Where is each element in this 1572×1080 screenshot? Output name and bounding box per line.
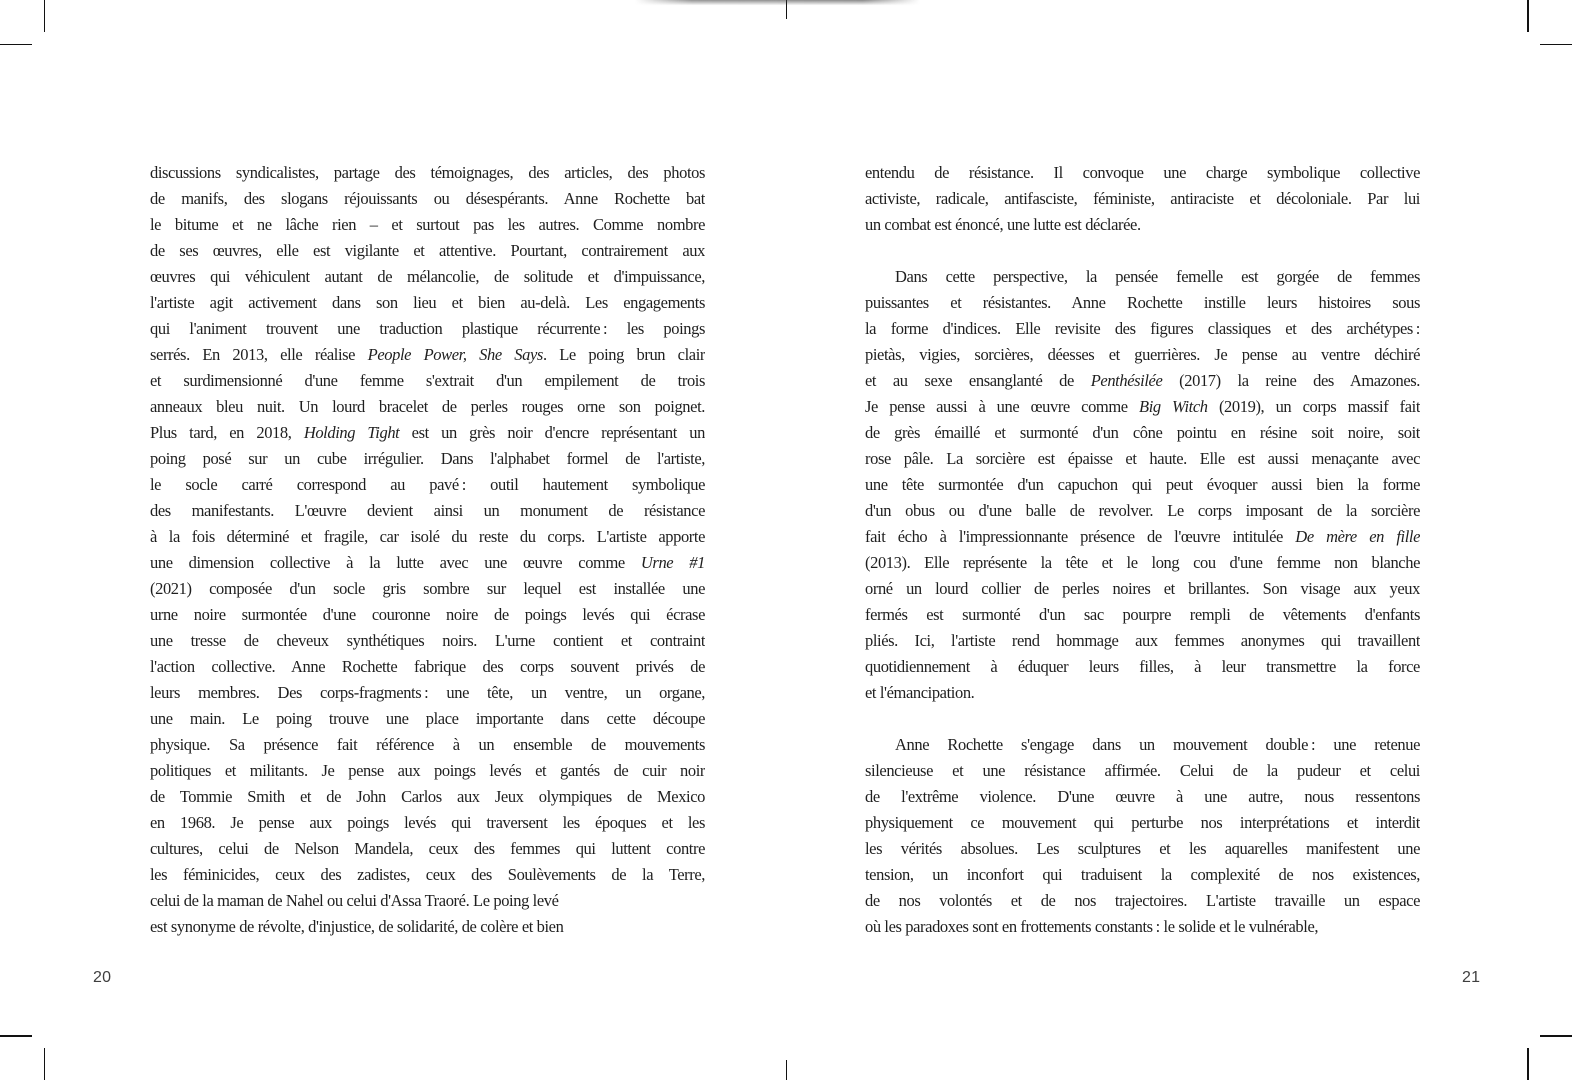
text-line: qui l'animent trouvent une traduction plastique récurrente : les poings: [150, 319, 705, 338]
text-line: une tête surmontée d'un capuchon qui peut évoquer aussi bien la forme: [865, 475, 1420, 494]
page-number-left: 20: [93, 969, 112, 986]
text-line: de l'extrême violence. D'une œuvre à une autre, nous ressentons: [865, 787, 1420, 806]
text-line: cultures, celui de Nelson Mandela, ceux des femmes qui luttent contre: [150, 839, 705, 858]
text-line: une main. Le poing trouve une place importante dans cette découpe: [150, 709, 705, 728]
crop-mark-bottom-left-vertical: [44, 1048, 46, 1080]
text-line: et surdimensionné d'une femme s'extrait d'un empilement de trois: [150, 371, 705, 390]
text-line: où les paradoxes sont en frottements constants : le solide et le vulnérable,: [865, 917, 1319, 936]
text-line: un combat est énoncé, une lutte est déclarée.: [865, 215, 1141, 234]
text-line: à la fois déterminé et fragile, car isolé du reste du corps. L'artiste apporte: [150, 527, 705, 546]
text-line: entendu de résistance. Il convoque une charge symbolique collective: [865, 163, 1420, 182]
text-line: Anne Rochette s'engage dans un mouvement double : une retenue: [895, 735, 1420, 754]
text-line: poing posé sur un cube irrégulier. Dans l'alphabet formel de l'artiste,: [150, 449, 705, 468]
top-edge-shadow-artifact: [635, 0, 920, 6]
crop-mark-top-right-horizontal: [1540, 44, 1572, 46]
text-line: silencieuse et une résistance affirmée. Celui de la pudeur et celui: [865, 761, 1420, 780]
text-line: fait écho à l'impressionnante présence de l'œuvre intitulée De mère en fille: [865, 527, 1420, 546]
text-line: d'un obus ou d'une balle de revolver. Le corps imposant de la sorcière: [865, 501, 1420, 520]
text-line: Dans cette perspective, la pensée femelle est gorgée de femmes: [895, 267, 1420, 286]
text-line: une dimension collective à la lutte avec une œuvre comme Urne #1: [150, 553, 705, 572]
crop-mark-bottom-right-horizontal: [1540, 1035, 1572, 1037]
text-line: de ses œuvres, elle est vigilante et attentive. Pourtant, contrairement aux: [150, 241, 705, 260]
text-line: celui de la maman de Nahel ou celui d'Assa Traoré. Le poing levé: [150, 891, 559, 910]
text-line: et l'émancipation.: [865, 683, 975, 702]
text-line: de nos volontés et de nos trajectoires. L'artiste travaille un espace: [865, 891, 1420, 910]
text-line: l'artiste agit activement dans son lieu et bien au-delà. Les engagements: [150, 293, 705, 312]
text-line: discussions syndicalistes, partage des témoignages, des articles, des photos: [150, 163, 705, 182]
text-line: les vérités absolues. Les sculptures et les aquarelles manifestent une: [865, 839, 1420, 858]
text-line: la forme d'indices. Elle revisite des figures classiques et des archétypes :: [865, 319, 1420, 338]
text-line: de manifs, des slogans réjouissants ou désespérants. Anne Rochette bat: [150, 189, 705, 208]
text-line: œuvres qui véhiculent autant de mélancolie, de solitude et d'impuissance,: [150, 267, 705, 286]
text-line: des manifestants. L'œuvre devient ainsi un monument de résistance: [150, 501, 705, 520]
text-line: le bitume et ne lâche rien – et surtout pas les autres. Comme nombre: [150, 215, 705, 234]
paragraph: [865, 160, 1420, 238]
text-line: urne noire surmontée d'une couronne noire de poings levés qui écrase: [150, 605, 705, 624]
text-line: activiste, radicale, antifasciste, féministe, antiraciste et décoloniale. Par lui: [865, 189, 1420, 208]
text-line: l'action collective. Anne Rochette fabrique des corps souvent privés de: [150, 657, 705, 676]
text-line: une tresse de cheveux synthétiques noirs. L'urne contient et contraint: [150, 631, 705, 650]
crop-mark-bottom-left-horizontal: [0, 1035, 32, 1037]
text-line: (2021) composée d'un socle gris sombre sur lequel est installée une: [150, 579, 705, 598]
crop-mark-bottom-right-vertical: [1527, 1048, 1529, 1080]
text-line: fermés est surmonté d'un sac pourpre rempli de vêtements d'enfants: [865, 605, 1420, 624]
text-line: politiques et militants. Je pense aux poings levés et gantés de cuir noir: [150, 761, 705, 780]
crop-mark-top-left-vertical: [44, 0, 46, 32]
text-line: tension, un inconfort qui traduisent la complexité de nos existences,: [865, 865, 1420, 884]
left-page-text: [150, 160, 705, 940]
text-line: leurs membres. Des corps-fragments : une tête, un ventre, un organe,: [150, 683, 705, 702]
text-line: orné un lourd collier de perles noires et brillantes. Son visage aux yeux: [865, 579, 1420, 598]
text-line: anneaux bleu nuit. Un lourd bracelet de perles rouges orne son poignet.: [150, 397, 705, 416]
page-number-right: 21: [1462, 969, 1481, 986]
text-line: (2013). Elle représente la tête et le long cou d'une femme non blanche: [865, 553, 1420, 572]
crop-mark-bottom-center: [786, 1060, 788, 1080]
text-line: pietàs, vigies, sorcières, déesses et guerrières. Je pense au ventre déchiré: [865, 345, 1420, 364]
text-line: rose pâle. La sorcière est épaisse et haute. Elle est aussi menaçante avec: [865, 449, 1420, 468]
text-line: les féminicides, ceux des zadistes, ceux des Soulèvements de la Terre,: [150, 865, 705, 884]
paragraph: [865, 264, 1420, 706]
text-line: physique. Sa présence fait référence à un ensemble de mouvements: [150, 735, 705, 754]
text-line: puissantes et résistantes. Anne Rochette instille leurs histoires sous: [865, 293, 1420, 312]
text-line: pliés. Ici, l'artiste rend hommage aux femmes anonymes qui travaillent: [865, 631, 1420, 650]
paragraph: [865, 732, 1420, 940]
text-line: serrés. En 2013, elle réalise People Power, She Says. Le poing brun clair: [150, 345, 705, 364]
paragraph: [150, 160, 705, 940]
text-line: de grès émaillé et surmonté d'un cône pointu en résine soit noire, soit: [865, 423, 1420, 442]
right-page-text: [865, 160, 1420, 940]
text-line: en 1968. Je pense aux poings levés qui traversent les époques et les: [150, 813, 705, 832]
crop-mark-top-right-vertical: [1527, 0, 1529, 32]
text-line: Plus tard, en 2018, Holding Tight est un grès noir d'encre représentant un: [150, 423, 705, 442]
text-line: quotidiennement à éduquer leurs filles, à leur transmettre la force: [865, 657, 1420, 676]
text-line: Je pense aussi à une œuvre comme Big Witch (2019), un corps massif fait: [865, 397, 1420, 416]
text-line: et au sexe ensanglanté de Penthésilée (2017) la reine des Amazones.: [865, 371, 1420, 390]
text-line: de Tommie Smith et de John Carlos aux Jeux olympiques de Mexico: [150, 787, 705, 806]
text-line: physiquement ce mouvement qui perturbe nos interprétations et interdit: [865, 813, 1420, 832]
text-line: est synonyme de révolte, d'injustice, de solidarité, de colère et bien: [150, 917, 564, 936]
crop-mark-top-left-horizontal: [0, 44, 32, 46]
text-line: le socle carré correspond au pavé : outil hautement symbolique: [150, 475, 705, 494]
